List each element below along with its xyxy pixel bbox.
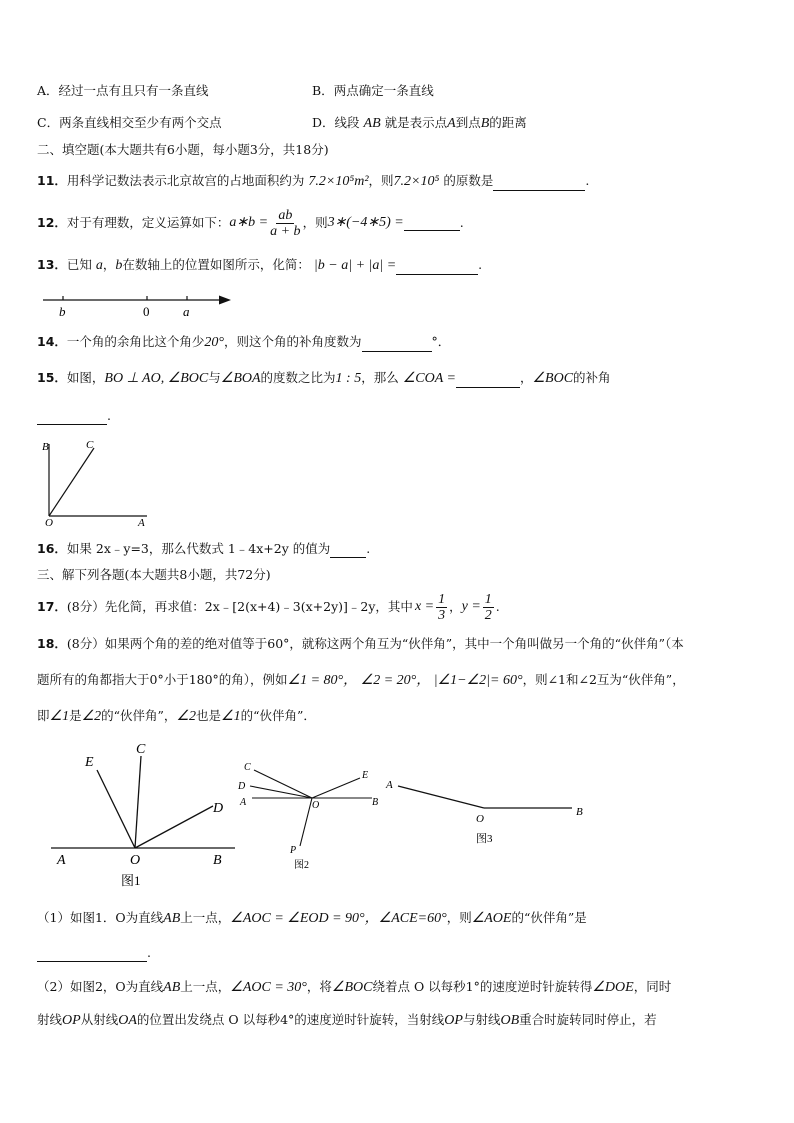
choice-a-text: 经过一点有且只有一条直线 <box>58 83 209 98</box>
fig1-label-e: E <box>85 755 94 770</box>
q15-expr2: ∠BOA <box>220 371 261 386</box>
sub2-line2-b: 从射线 <box>80 1012 119 1027</box>
fig3-caption: 图3 <box>476 833 493 845</box>
fig15-label-c: C <box>86 439 94 451</box>
sub2-ab: AB <box>163 980 181 995</box>
q12-text2: ，则 <box>302 215 328 230</box>
sub2-text1: 如图2，O为直线 <box>69 979 164 994</box>
q18-line2-c: ，则∠1和∠2互为“伙伴角”， <box>522 672 685 687</box>
choice-d-label: D． <box>312 115 335 130</box>
q16-answer-blank[interactable] <box>330 543 366 558</box>
q17-y-den: 2 <box>484 607 492 623</box>
q15-answer-blank-1[interactable] <box>456 373 520 388</box>
number-line-figure <box>37 290 237 320</box>
question-18-line2 <box>37 671 685 690</box>
fig1-label-b: B <box>213 853 222 868</box>
q17-number: 17． <box>37 599 67 614</box>
fig2-label-p: P <box>290 845 297 856</box>
choice-b-text: 两点确定一条直线 <box>333 83 434 98</box>
q18-line1-text: (8分）如果两个角的差的绝对值等于60°，就称这两个角互为“伙伴角”，其中一个角叫做另一个角的“伙伴角”（本 <box>66 636 684 651</box>
fig1-ray-oe <box>97 770 135 848</box>
q18-line3-g: 也是 <box>196 708 222 723</box>
choice-a-label: A． <box>37 83 59 98</box>
question-11 <box>37 172 589 191</box>
q18-line3-e: 的“伙伴角”， <box>101 708 177 723</box>
q13-number: 13． <box>37 257 67 272</box>
q15-ratio: 1 : 5 <box>335 371 362 386</box>
sub-question-2-line2 <box>37 1011 657 1030</box>
sub2-line2-a: 射线 <box>37 1012 63 1027</box>
q14-answer-blank[interactable] <box>362 337 432 352</box>
q15-text2: 与 <box>208 370 221 385</box>
question-17 <box>37 590 500 624</box>
fig2-label-o: O <box>312 800 320 811</box>
sub2-expr2: ∠BOC <box>331 980 373 995</box>
q13-var-b: b <box>115 258 123 273</box>
q13-comma: ， <box>102 257 116 272</box>
q12-number: 12． <box>37 215 67 230</box>
q11-text1: 用科学记数法表示北京故宫的占地面积约为 <box>66 173 305 188</box>
fig2-ray-oe <box>312 778 360 798</box>
q16-number: 16． <box>37 541 67 556</box>
q11-number: 11． <box>37 173 67 188</box>
sub1-text4: 的“伙伴角”是 <box>511 910 587 925</box>
fig2-ray-od <box>250 786 312 798</box>
q11-end: . <box>585 173 590 188</box>
q17-x-num: 1 <box>438 591 446 607</box>
q12-text1: 对于有理数，定义运算如下： <box>66 215 230 230</box>
sub1-end: . <box>147 945 151 960</box>
sub2-op2: OP <box>444 1013 463 1028</box>
sub2-text5: ，同时 <box>633 979 672 994</box>
q11-expr1: 7.2×10⁵m² <box>308 174 369 189</box>
point-b: B <box>480 116 490 131</box>
q17-x-den: 3 <box>438 607 446 623</box>
sub2-text2: 上一点， <box>180 979 231 994</box>
question-15-line2 <box>37 407 111 425</box>
sub2-line2-c: 的位置出发绕点 O 以每秒4°的速度逆时针旋转，当射线 <box>136 1012 445 1027</box>
fig2-label-d: D <box>238 781 246 792</box>
q18-line3-h: ∠1 <box>221 709 241 724</box>
fig2-label-c: C <box>244 762 251 773</box>
fig1-label-o: O <box>130 853 141 868</box>
q18-line3-b: ∠1 <box>49 709 70 724</box>
q14-degree: 20° <box>204 335 225 350</box>
choice-d-text-mid2: 到点 <box>455 115 481 130</box>
q14-text2: ，则这个角的补角度数为 <box>224 334 362 349</box>
fig1-label-c: C <box>136 742 146 757</box>
axis-label-b: b <box>59 304 66 319</box>
fig2-ray-op <box>300 798 312 846</box>
choice-d <box>312 114 527 133</box>
ray-oc <box>49 448 94 516</box>
sub2-label: （2） <box>37 979 70 994</box>
q15-text3: 的度数之比为 <box>260 370 336 385</box>
q18-line3-c: 是 <box>69 708 82 723</box>
q18-line3-f: ∠2 <box>176 709 196 724</box>
q15-expr4: ∠BOC <box>532 371 574 386</box>
q15-expr1: BO ⊥ AO, ∠BOC <box>104 371 209 386</box>
q14-end: °． <box>431 334 451 349</box>
sub1-text3: ，则 <box>446 910 472 925</box>
fig2-label-b: B <box>372 797 379 808</box>
sub2-line2-e: 重合时旋转同时停止，若 <box>519 1012 657 1027</box>
q18-line3-d: ∠2 <box>81 709 102 724</box>
q15-end: . <box>107 408 111 423</box>
sub1-text2: 上一点， <box>180 910 231 925</box>
sub2-expr3: ∠DOE <box>592 980 634 995</box>
sub2-ob: OB <box>500 1013 520 1028</box>
q13-text2: 在数轴上的位置如图所示，化简： <box>122 257 310 272</box>
q18-line2-a: 题所有的角都指大于0°小于180°的角），例如 <box>37 672 288 687</box>
q17-text1: (8分）先化简，再求值：2x﹣[2(x+4)﹣3(x+2y)]﹣2y，其中 <box>66 599 413 614</box>
fig3-label-b: B <box>576 806 583 818</box>
section2-heading: 二、填空题(本大题共有6小题，每小题3分，共18分) <box>37 142 329 157</box>
fig15-label-a: A <box>138 517 145 528</box>
q15-text4: ，那么 <box>361 370 399 385</box>
q12-frac-den: a + b <box>270 223 301 239</box>
fig15-label-b: B <box>42 441 49 453</box>
sub2-line2-d: 与射线 <box>462 1012 501 1027</box>
q11-text2: ，则 <box>368 173 394 188</box>
fig3-label-o: O <box>476 813 484 825</box>
question-15 <box>37 369 611 388</box>
fig2-ray-oc <box>254 770 312 798</box>
q15-text6: 的补角 <box>573 370 611 385</box>
fig1-label-a: A <box>57 853 66 868</box>
fig1-label-d: D <box>213 801 224 816</box>
fig2-label-a: A <box>240 797 247 808</box>
q14-text1: 一个角的余角比这个角少 <box>66 334 205 349</box>
figure-3 <box>380 770 590 850</box>
q15-expr3: ∠COA = <box>402 371 456 386</box>
figure-1 <box>45 738 245 890</box>
q15-number: 15． <box>37 370 67 385</box>
fig1-caption: 图1 <box>121 873 141 888</box>
q13-expr: |b − a| + |a| = <box>313 258 397 273</box>
point-a: A <box>447 116 456 131</box>
q12-frac-num: ab <box>278 207 293 223</box>
fig15-label-o: O <box>45 517 53 528</box>
q17-x: x = <box>414 599 435 614</box>
q18-number: 18． <box>37 636 67 651</box>
number-line-arrow <box>219 296 231 305</box>
q17-y-fraction <box>483 592 494 623</box>
fig2-label-e: E <box>362 770 369 781</box>
sub1-expr: ∠AOC = ∠EOD = 90°，∠ACE=60° <box>230 911 447 926</box>
q12-fraction <box>270 208 300 239</box>
sub-question-2 <box>37 978 671 997</box>
choice-d-text-post: 的距离 <box>489 115 527 130</box>
sub2-expr1: ∠AOC = 30° <box>230 980 307 995</box>
sub2-text4: 绕着点 O 以每秒1°的速度逆时针旋转得 <box>372 979 593 994</box>
fig3-label-a: A <box>386 779 393 791</box>
sub2-op: OP <box>62 1013 81 1028</box>
figure-2 <box>232 758 392 873</box>
q18-line3-a: 即 <box>37 708 50 723</box>
q11-answer-blank[interactable] <box>493 176 585 191</box>
q18-line2-expr: ∠1 = 80°， ∠2 = 20°， |∠1−∠2|= 60° <box>287 673 523 688</box>
question-14 <box>37 333 450 352</box>
fig1-ray-od <box>135 806 213 848</box>
q18-line3-i: 的“伙伴角”． <box>240 708 316 723</box>
choice-b-label: B． <box>312 83 334 98</box>
q13-text1: 已知 <box>66 257 92 272</box>
q15-answer-blank-2[interactable] <box>37 410 107 425</box>
sub2-text3: ，将 <box>306 979 332 994</box>
q17-y-num: 1 <box>484 591 492 607</box>
choice-d-text-mid: 就是表示点 <box>384 115 448 130</box>
q16-end: . <box>366 541 371 556</box>
q11-expr2: 7.2×10⁵ <box>393 174 440 189</box>
fig1-ray-oc <box>135 756 141 848</box>
q11-text3: 的原数是 <box>443 173 494 188</box>
q17-x-fraction <box>436 592 447 623</box>
sub2-oa: OA <box>118 1013 137 1028</box>
fig2-caption: 图2 <box>294 860 309 871</box>
q14-number: 14． <box>37 334 67 349</box>
q17-end: . <box>495 599 500 614</box>
q17-y: y = <box>461 599 481 614</box>
sub-question-1-answer <box>37 944 151 962</box>
q12-end: . <box>459 215 464 230</box>
question-13 <box>37 256 482 275</box>
axis-label-a: a <box>183 304 190 319</box>
choice-c-text: 两条直线相交至少有两个交点 <box>59 115 222 130</box>
q16-text: 如果 2x﹣y=3，那么代数式 1﹣4x+2y 的值为 <box>66 541 331 556</box>
q13-answer-blank[interactable] <box>396 260 478 275</box>
choice-a <box>37 82 209 100</box>
q12-expr: 3∗(−4∗5) = <box>327 215 404 230</box>
sub1-text1: 如图1．O为直线 <box>69 910 164 925</box>
q17-comma: ， <box>449 599 462 614</box>
choice-c <box>37 114 222 132</box>
sub1-answer-blank[interactable] <box>37 947 147 962</box>
sub1-label: （1） <box>37 910 70 925</box>
sub1-expr2: ∠AOE <box>471 911 512 926</box>
q15-figure <box>30 436 160 528</box>
q13-var-a: a <box>95 258 103 273</box>
choice-b <box>312 82 434 100</box>
q15-text5: ， <box>519 370 533 385</box>
segment-ab: AB <box>363 116 381 131</box>
section3-heading: 三、解下列各题(本大题共8小题，共72分) <box>37 567 271 582</box>
axis-label-0: 0 <box>143 304 150 319</box>
sub1-ab: AB <box>163 911 181 926</box>
q12-lhs: a∗b = <box>229 215 269 230</box>
sub-question-1 <box>37 909 587 928</box>
q12-answer-blank[interactable] <box>404 216 460 231</box>
choice-d-text: 线段 <box>334 115 360 130</box>
q15-text1: 如图， <box>66 370 105 385</box>
question-16 <box>37 540 370 558</box>
choice-c-label: C． <box>37 115 60 130</box>
q13-end: . <box>478 257 483 272</box>
fig3-ray-oa <box>398 786 484 808</box>
question-18-line1 <box>37 635 684 653</box>
question-12 <box>37 205 464 241</box>
question-18-line3 <box>37 707 316 726</box>
